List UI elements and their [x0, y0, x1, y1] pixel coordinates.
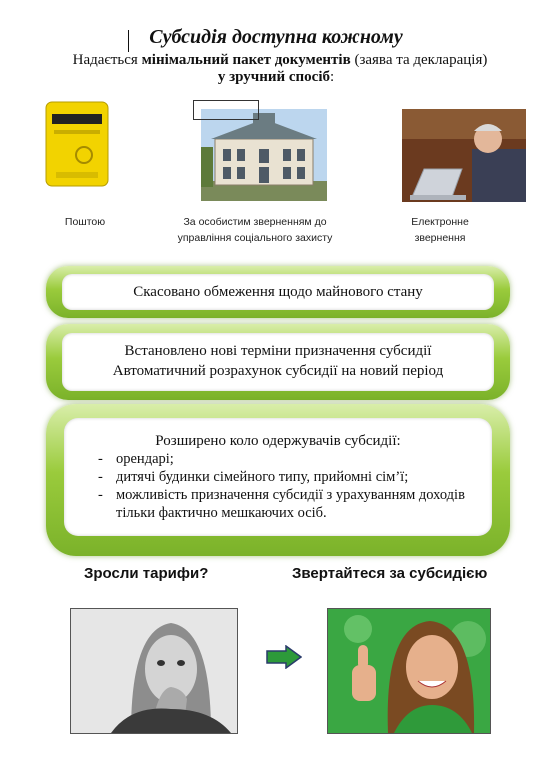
info-box-terms-text [62, 333, 494, 381]
info-box-property-text: Скасовано обмеження щодо майнового стану [133, 284, 423, 300]
info-box-terms-inner [62, 333, 494, 391]
mailbox-icon [44, 100, 110, 188]
list-item: - можливість призначення субсидії з урахуванням доходів тільки фактично мешкаючих осіб. [98, 486, 492, 522]
subtitle-line-2 [0, 69, 552, 86]
page-title: Субсидія доступна кожному [149, 26, 403, 48]
info-box-property-inner [62, 274, 494, 310]
subtitle-line2-text: у зручний спосіб [217, 69, 330, 85]
info-box-terms-line-2: Автоматичний розрахунок субсидії на новий період [112, 363, 444, 379]
info-box-recipients-heading: Розширено коло одержувачів субсидії: [155, 433, 401, 449]
caption-mail: Поштою [64, 216, 106, 228]
subtitle-bold: мінімальний пакет документів [141, 52, 351, 68]
subtitle-text-1: Надається [72, 52, 142, 68]
subtitle-text-2: (заява та декларація) [350, 52, 488, 68]
arrow-right-icon [266, 645, 302, 669]
caption-electronic: Електронне звернення [411, 216, 469, 244]
list-item: - орендарі; [98, 450, 492, 468]
info-box-property [46, 266, 510, 318]
recipients-list [64, 450, 492, 522]
subtitle-line-1 [20, 51, 540, 69]
selection-box[interactable] [193, 100, 259, 120]
info-box-terms-line-1: Встановлено нові терміни призначення субсидії [124, 343, 432, 359]
question-text: Зросли тарифи? [84, 565, 209, 582]
laptop-person-icon [402, 109, 526, 202]
happy-woman-image [327, 608, 491, 734]
list-item: - дитячі будинки сімейного типу, прийомні сім’ї; [98, 468, 492, 486]
caption-in-person: За особистим зверненням до управління соціального захисту [177, 216, 333, 244]
subtitle-colon: : [330, 69, 335, 85]
info-box-recipients [46, 404, 510, 556]
info-box-terms [46, 324, 510, 400]
worried-woman-image [70, 608, 238, 734]
answer-text: Звертайтеся за субсидією [292, 565, 488, 582]
building-icon [201, 109, 327, 201]
info-box-recipients-inner [64, 418, 492, 536]
